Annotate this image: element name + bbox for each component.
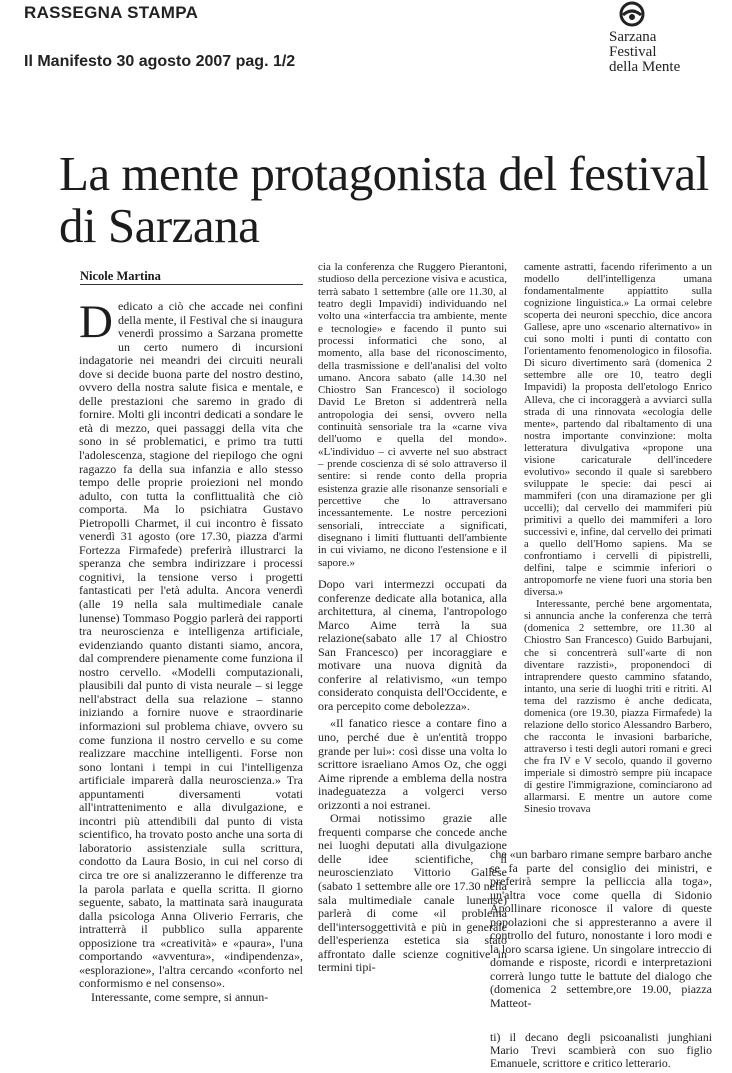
column-3-top	[524, 261, 712, 815]
logo-text-line2: Festival	[609, 44, 657, 60]
column-3-middle: Interessante, perché bene argomentata, si annuncia anche la conferenza che terrà (domenica 2 settembre, ore 11.30 al Chiostro San Francesco) Guido Barbujani, che si concentrerà sull'«arte di non diventare razzisti», proponendoci di intraprendere questo cammino sfatando, intanto, una serie di luoghi triti e ritriti. Al tema del razzismo è anche dedicata, domenica (ore 19.30, piazza Firmafede) la relazione dello storico Alessandro Barbero, che racconta le invasioni barbariche, attraverso i testi degli autori romani e greci che fra IV e V secolo, quando il governo imperiale si dimostrò sempre più incapace di gestire l'immigrazione, cominciarono ad allarmarsi. E mentre un autore come Sinesio trovava	[524, 598, 712, 816]
column-2-text: cia la conferenza che Ruggero Pierantoni, studioso della percezione visiva e acustica, terrà sabato 1 settembre (alle ore 11.30, al teatro degli Impavidi) individuando nel volto una «interfaccia tra ambiente, mente e tecnologie» e facendo il punto sui processi informatici che sono, al momento, alla base del riconoscimento, della trasmissione e dell'analisi del volto umano. Ancora sabato (alle 14.30 nel Chiostro San Francesco) il sociologo David Le Breton si addentrerà nella antropologia dei sensi, ovvero nella continuità sensoriale tra la «carne viva dell'uomo e quella del mondo». «L'individuo – ci avverte nel suo abstract – prende coscienza di sé solo attraverso il sentire: si rende conto della propria esistenza grazie alle risonanze sensoriali e percettive che lo attraversano incessantemente. Le nostre percezioni sensoriali, intrecciate a significati, disegnano i limiti fluttuanti dell'ambiente in cui viviamo, ne dicono l'estensione e il sapore.»	[318, 261, 507, 569]
column-2-middle	[318, 578, 507, 975]
column-3-end-text: ti) il decano degli psicoanalisti junghiani Mario Trevi scambierà con suo figlio Emanuele, scrittore e critico letterario.	[490, 1031, 712, 1071]
source-line: Il Manifesto 30 agosto 2007 pag. 1/2	[24, 53, 296, 70]
festival-logo-icon	[619, 1, 645, 27]
byline-rule	[80, 284, 303, 285]
column-2-top	[318, 261, 507, 569]
column-1-end: Interessante, come sempre, si annun-	[91, 989, 269, 1004]
logo-text-line1: Sarzana	[609, 29, 657, 45]
column-3-end	[490, 1031, 712, 1070]
column-1-text: edicato a ciò che accade nei confini della mente, il Festival che si inaugura venerdì prossimo a Sarzana promette un certo numero di incursioni indagatorie nei meandri dei circuiti neurali dove si decide buona parte del nostro destino, ovvero della nostra salute fisica e mentale, e delle prestazioni che saremo in grado di fornire. Molti gli incontri dedicati a sondare le età di mezzo, quei passaggi della vita che sono in sé problematici, e primo tra tutti l'adolescenza, stagione del riepilogo che ogni ragazzo fa della sua infanzia e allo stesso tempo delle proprie proiezioni nel mondo adulto, con tutta la conflittualità che ciò comporta. Ma lo psichiatra Gustavo Pietropolli Charmet, il cui incontro è fissato venerdì 31 agosto (ore 17.30, piazza d'armi Fortezza Firmafede) preferirà illustrarci la speranza che sembra indirizzare i processi cognitivi, la tensione verso i progetti fantasticati per l'età adulta. Ancora venerdì (alle 19 nella sala multimediale canale lunense) Tommaso Poggio parlerà dei rapporti tra neuroscienza e intelligenza artificiale, evidenziando quanto distanti siamo, ancora, dal comprendere pienamente come funziona il nostro cervello. «Modelli computazionali, plausibili dal punto di vista neurale – si legge nell'abstract della sua relazione – stanno iniziando a fornire nuove e straordinarie informazioni sul problema chiave, ovvero su come funziona il nostro cervello e su come realizzare macchine intelligenti. Forse non sono lontani i tempi in cui l'intelligenza artificiale imparerà dalla neuroscienza.» Tra appuntamenti diversamenti votati all'intrattenimento e alla divulgazione, e incontri più attendibili dal punto di vista scientifico, ha trovato posto anche una sorta di laboratorio assistenziale sulla scrittura, condotto da Laura Bosio, in cui nel corso di circa tre ore si analizzeranno le differenze tra la parola parlata e quella scritta. Il giorno seguente, sabato, la mattinata sarà inaugurata dalla psicologa Anna Oliverio Ferraris, che intratterrà il pubblico sulla apparente opposizione tra «creatività» e «paura», l'una comportando «avventura», «indipendenza», «esplorazione», l'altra cercando «conforto nel conformismo e nel consenso».	[79, 299, 303, 991]
logo-text-line3: della Mente	[609, 59, 681, 75]
column-1	[79, 296, 303, 1004]
column-3-bottom	[490, 848, 712, 1011]
article-headline: La mente protagonista del festival di Sarzana	[59, 146, 709, 253]
drop-cap: D	[79, 296, 113, 348]
section-label: RASSEGNA STAMPA	[24, 3, 199, 22]
column-2-quote: «Il fanatico riesce a contare fino a uno, perché due è un'entità troppo grande per lui»: così disse una volta lo scrittore israeliano Amos Oz, che oggi Aime riprende a emblema della nostra inadeguatezza a volgerci verso orizzonti a noi estranei.	[318, 716, 507, 812]
column-3-text: camente astratti, facendo riferimento a un modello dell'intelligenza umana fondamentalmente appiattito sulla cognizione linguistica.» La ormai celebre scoperta dei neuroni specchio, dice ancora Gallese, apre uno «scenario alternativo» in cui sono molti i punti di contatto con l'orientamento fenomenologico in filosofia. Di sicuro divertimento sarà (domenica 2 settembre alle ore 10, teatro degli Impavidi) la proposta dell'etologo Enrico Alleva, che ci incoraggerà a avviarci sulla strada di una rinnovata «ecologia delle mente», partendo dal ribaltamento di una nostra importante convinzione: molta letteratura divulgativa «propone una visione caricaturale dell'incedere evolutivo» secondo il quale si sarebbero sviluppate le specie: dai pesci ai mammiferi (con una diramazione per gli uccelli); dal cervello dei mammiferi più primitivi a quello dei mammiferi a loro successivi e, infine, dal cervello dei primati a quello dell'Homo sapiens. Ma se confrontiamo i cervelli di pipistrelli, delfini, talpe e scimmie inferiori o antropomorfe ne viene fuori una storia ben diversa.»	[524, 261, 712, 599]
byline: Nicole Martina	[80, 269, 161, 283]
column-2-middle-text: Dopo vari intermezzi occupati da conferenze dedicate alla botanica, alla architettura, al cinema, l'antropologo Marco Aime terrà la sua relazione(sabato alle 17 al Chiostro San Francesco) per incoraggiare e motivare una nuova dignità da conferire al relativismo, «un tempo considerato conquista dell'Occidente, e ora percepito come debolezza».	[318, 577, 507, 713]
column-2-bottom: Ormai notissimo grazie alle frequenti comparse che concede anche nei luoghi deputati alla divulgazione delle idee scientifiche, il neuroscienziato Vittorio Gallese (sabato 1 settembre alle ore 17.30 nella sala multimediale canale lunense) parlerà di come «il problema dell'intersoggettività e più in generale dell'esperienza estetica sia stato affrontato dalle scienze cognitive in termini tipi-	[318, 811, 507, 975]
column-3-bottom-text: che «un barbaro rimane sempre barbaro anche se fa parte del consiglio dei ministri, e preferirà sempre la pelliccia alla toga», un'altra voce come quella di Sidonio Apollinare riconosce il valore di queste popolazioni che si appresteranno a avere il controllo del futuro, nonostante i loro modi e la loro scarsa igiene. Un singolare intreccio di domande e risposte, ricordi e interpretazioni correrà lungo tutte le battute del dialogo che (domenica 2 settembre,ore 19.00, piazza Matteot-	[490, 847, 712, 1011]
